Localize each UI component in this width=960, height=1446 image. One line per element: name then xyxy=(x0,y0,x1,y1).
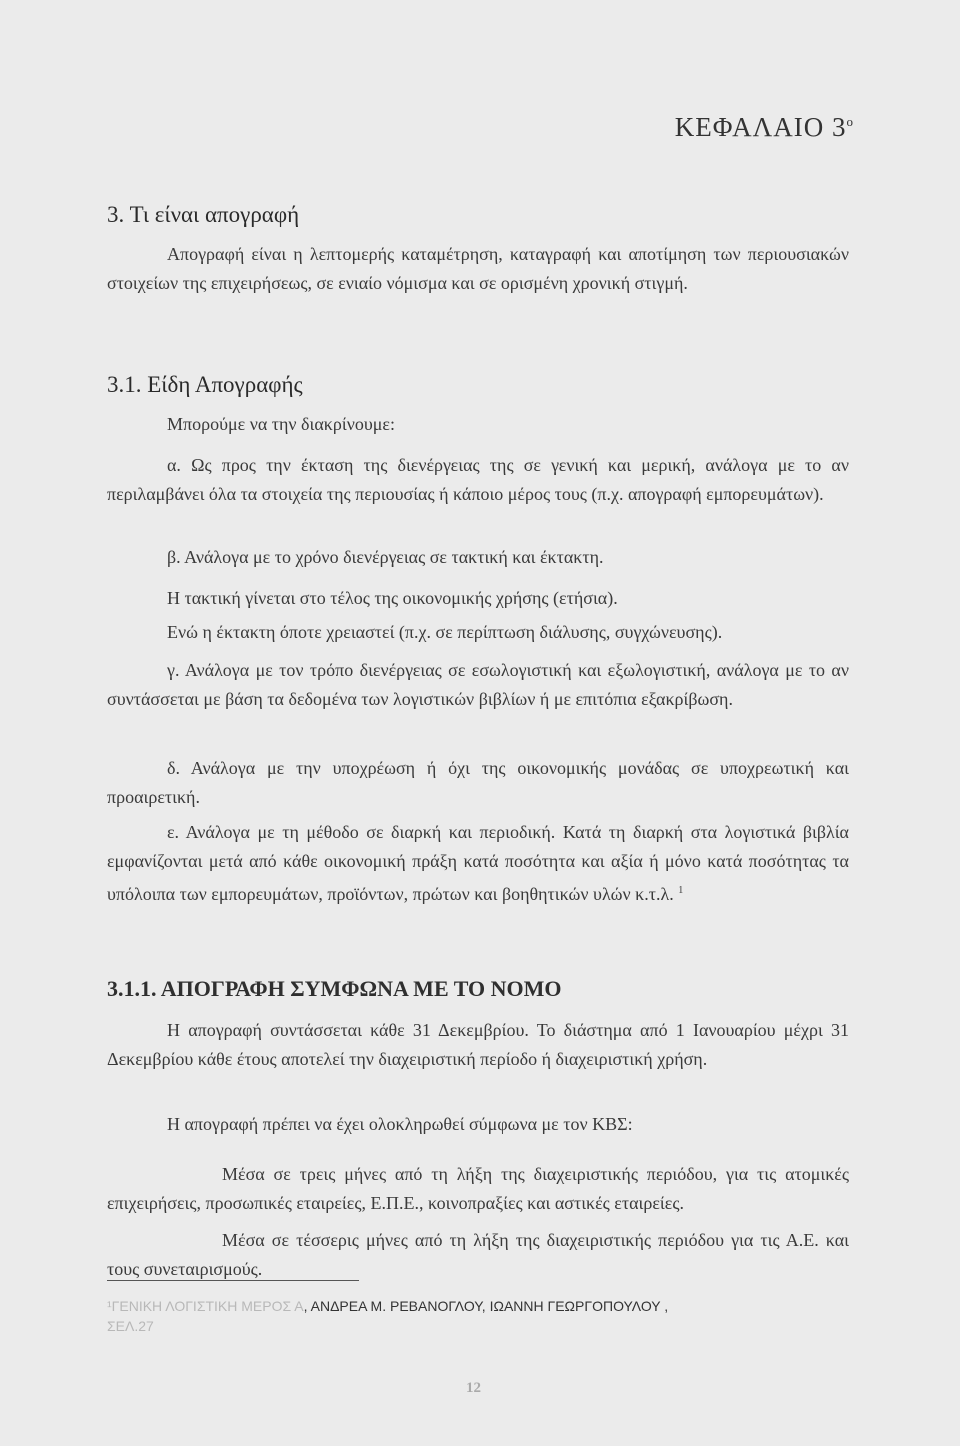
chapter-superscript: ο xyxy=(846,114,854,129)
footnote-page-ref: ΣΕΛ.27 xyxy=(107,1318,154,1334)
section-heading-3: 3. Τι είναι απογραφή xyxy=(107,202,300,227)
footnote-ref[interactable]: 1 xyxy=(678,885,684,896)
list-item-e-text: ε. Ανάλογα με τη μέθοδο σε διαρκή και περιοδική. Κατά τη διαρκή στα λογιστικά βιβλία εμφανίζονται μετά από κάθε οικονομική πράξη κατά ποσότητα και αξία ή μόνο κατά ποσότητας τα υπόλοιπα των εμπορευμάτων, προϊόντων, πρώτων και βοηθητικών υλών κ.τ.λ. xyxy=(107,822,849,904)
law-paragraph-2: Η απογραφή πρέπει να έχει ολοκληρωθεί σύμφωνα με τον ΚΒΣ: xyxy=(167,1114,633,1134)
law-bullet-1: Μέσα σε τρεις μήνες από τη λήξη της διαχειριστικής περιόδου, για τις ατομικές επιχειρήσεις, προσωπικές εταιρείες, Ε.Π.Ε., κοινοπραξίες και αστικές εταιρείες. xyxy=(107,1164,849,1213)
section-heading-3-1-1: 3.1.1. ΑΠΟΓΡΑΦΗ ΣΥΜΦΩΝΑ ΜΕ ΤΟ ΝΟΜΟ xyxy=(107,976,562,1001)
law-paragraph-1: Η απογραφή συντάσσεται κάθε 31 Δεκεμβρίου. Το διάστημα από 1 Ιανουαρίου μέχρι 31 Δεκεμβρίου κάθε έτους αποτελεί την διαχειριστική περίοδο ή διαχειριστική χρήση. xyxy=(107,1020,849,1069)
footnote xyxy=(107,1296,847,1336)
page-number: 12 xyxy=(466,1380,481,1396)
list-item-c: γ. Ανάλογα με τον τρόπο διενέργειας σε εσωλογιστική και εξωλογιστική, ανάλογα με το αν συντάσσεται με βάση τα δεδομένα των λογιστικών βιβλίων ή με επιτόπια εξακρίβωση. xyxy=(107,660,849,709)
footnote-line-1 xyxy=(107,1296,847,1316)
list-item-b-1: Η τακτική γίνεται στο τέλος της οικονομικής χρήσης (ετήσια). xyxy=(167,588,618,608)
footnote-book-title: ¹ΓΕΝΙΚΗ ΛΟΓΙΣΤΙΚΗ ΜΕΡΟΣ Α xyxy=(107,1298,304,1314)
section-3-paragraph: Απογραφή είναι η λεπτομερής καταμέτρηση, καταγραφή και αποτίμηση των περιουσιακών στοιχείων της επιχειρήσεως, σε ενιαίο νόμισμα και σε ορισμένη χρονική στιγμή. xyxy=(107,244,849,293)
list-item-a: α. Ως προς την έκταση της διενέργειας της σε γενική και μερική, ανάλογα με το αν περιλαμβάνει όλα τα στοιχεία της περιουσίας ή κάποιο μέρος τους (π.χ. απογραφή εμπορευμάτων). xyxy=(107,455,849,504)
section-3-1-intro: Μπορούμε να την διακρίνουμε: xyxy=(167,414,395,434)
section-heading-3-1: 3.1. Είδη Απογραφής xyxy=(107,372,303,397)
list-item-b: β. Ανάλογα με το χρόνο διενέργειας σε τακτική και έκτακτη. xyxy=(167,547,604,567)
footnote-divider xyxy=(107,1280,359,1281)
chapter-title-text: ΚΕΦΑΛΑΙΟ 3 xyxy=(674,112,847,142)
law-bullet-2: Μέσα σε τέσσερις μήνες από τη λήξη της διαχειριστικής περιόδου για τις Α.Ε. και τους συνεταιρισμούς. xyxy=(107,1230,849,1279)
footnote-authors: , ΑΝΔΡΕΑ Μ. ΡΕΒΑΝΟΓΛΟΥ, ΙΩΑΝΝΗ ΓΕΩΡΓΟΠΟΥΛΟΥ , xyxy=(303,1298,669,1314)
list-item-e xyxy=(107,818,849,909)
list-item-d: δ. Ανάλογα με την υποχρέωση ή όχι της οικονομικής μονάδας σε υποχρεωτική και προαιρετική. xyxy=(107,758,849,807)
chapter-title xyxy=(675,112,854,143)
list-item-b-2: Ενώ η έκτακτη όποτε χρειαστεί (π.χ. σε περίπτωση διάλυσης, συγχώνευσης). xyxy=(167,622,723,642)
